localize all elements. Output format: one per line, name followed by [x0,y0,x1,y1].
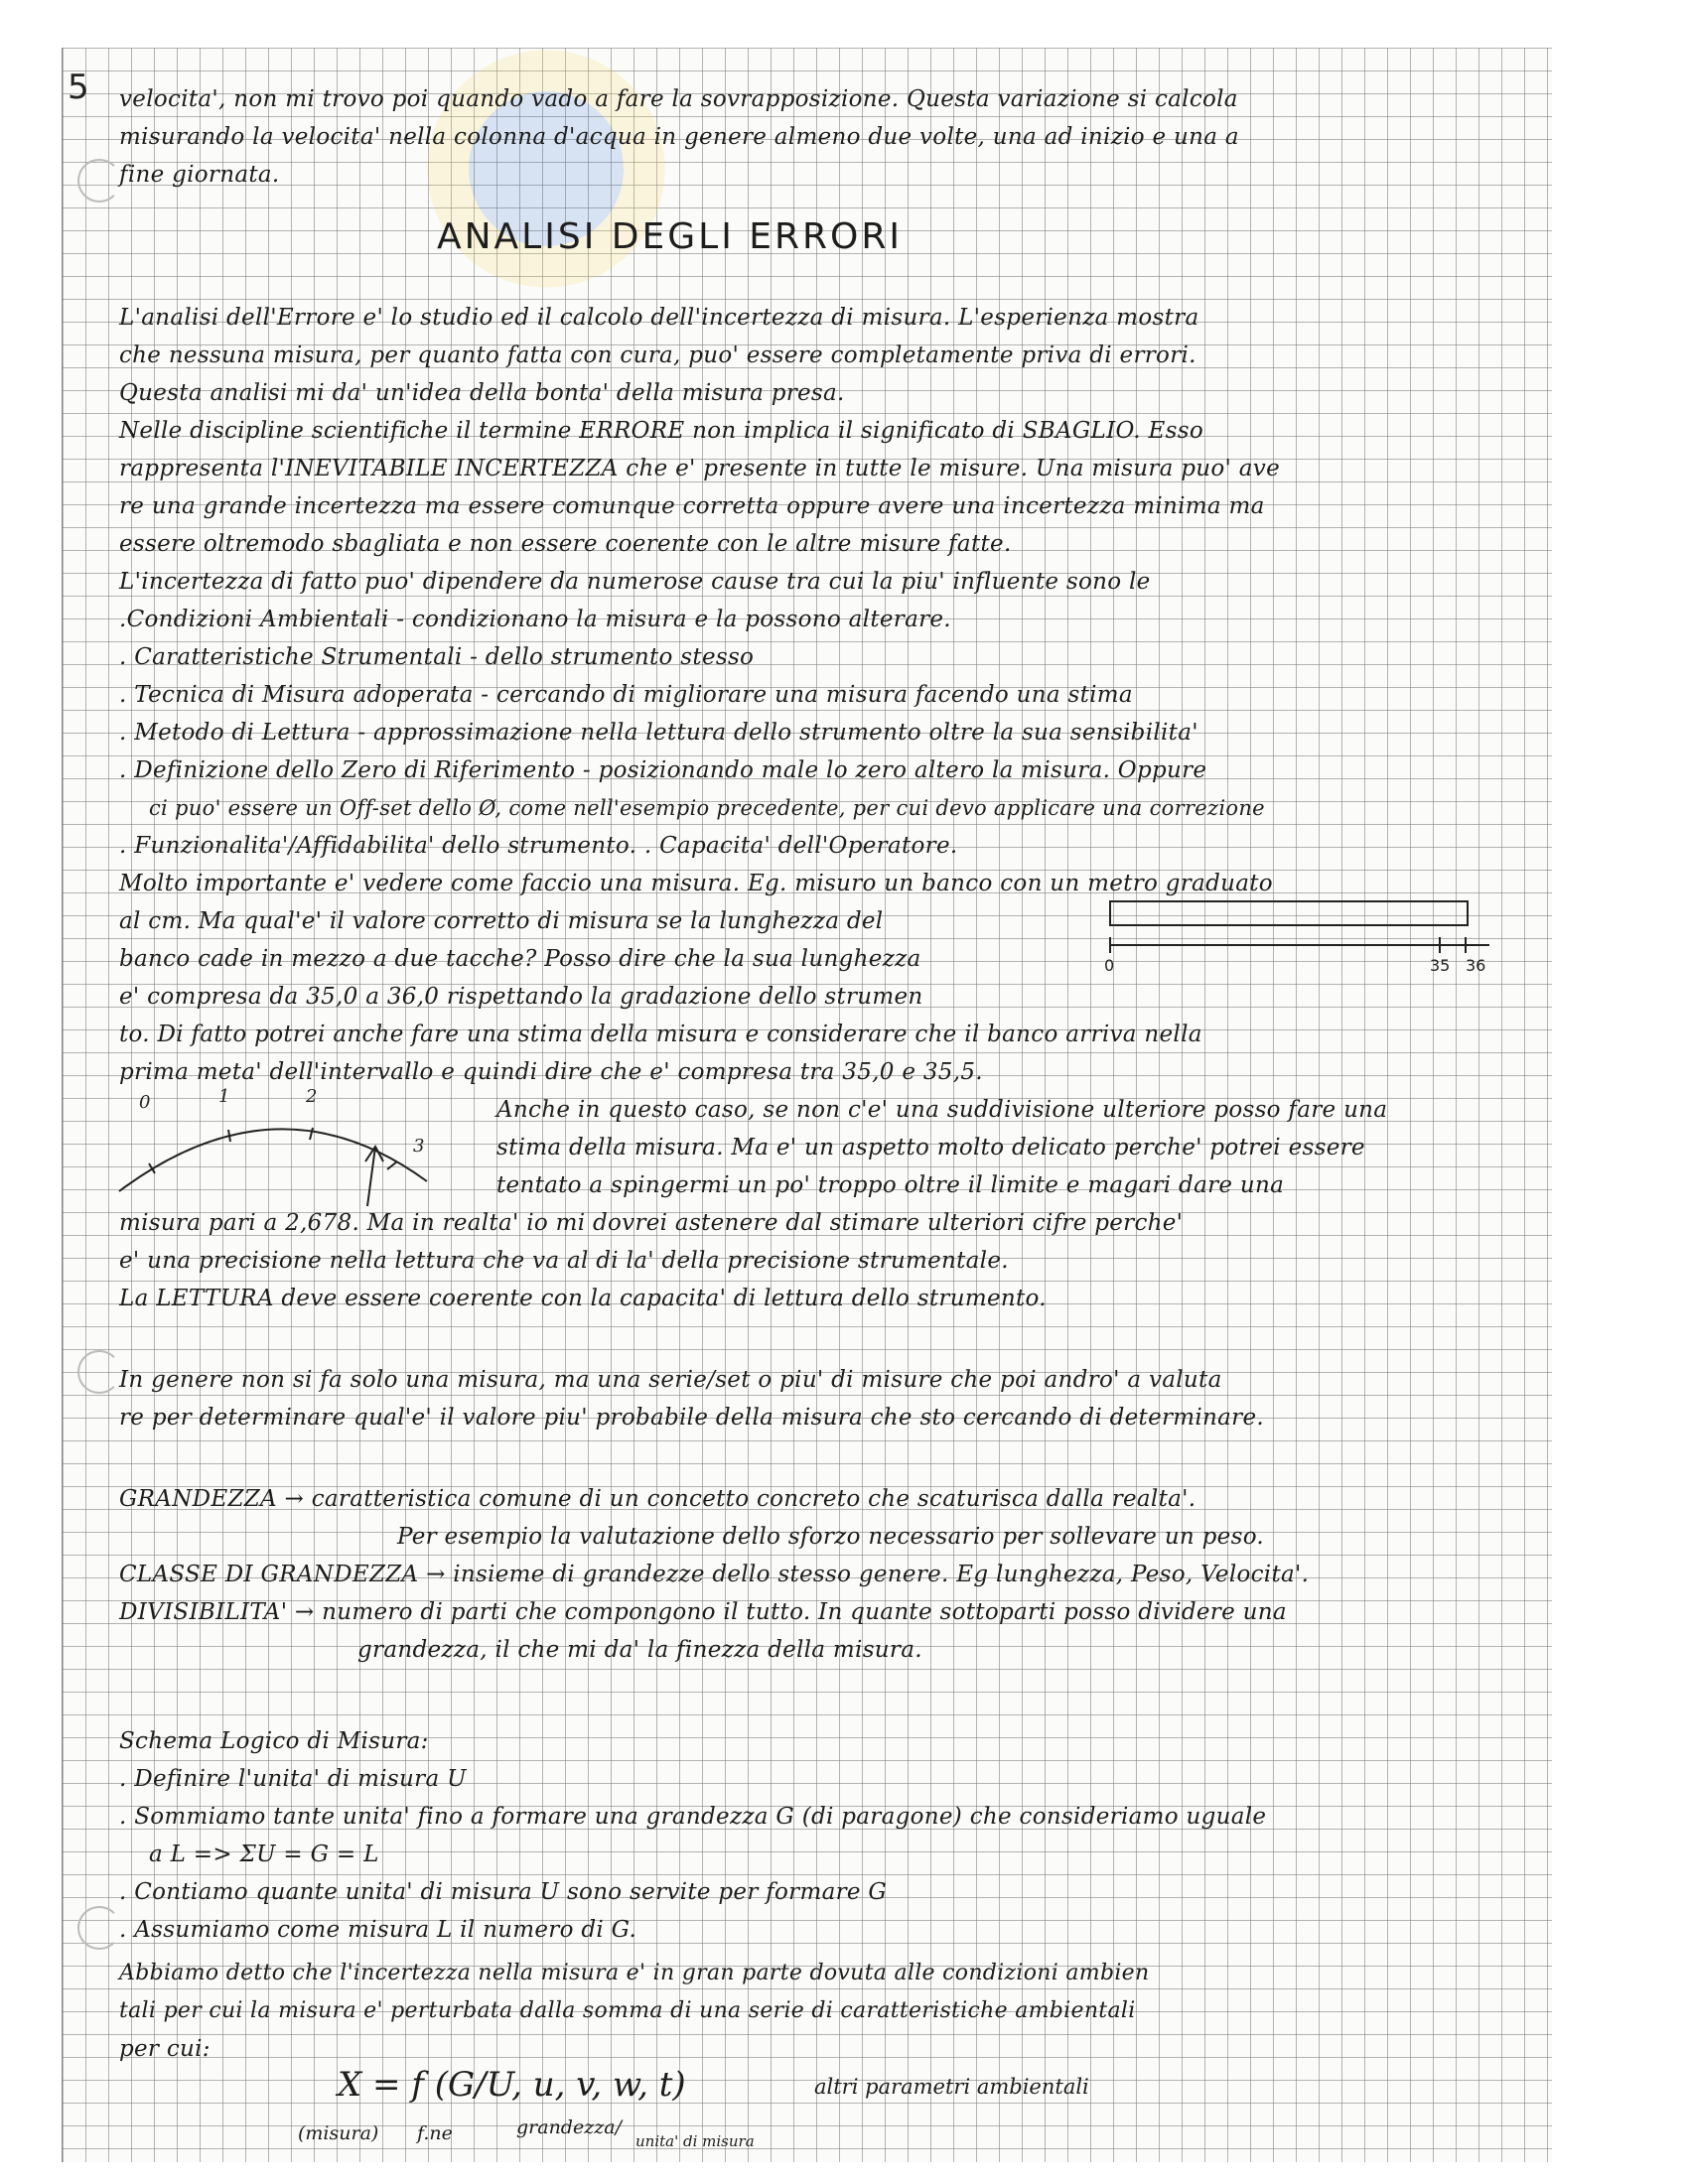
text-line: Abbiamo detto che l'incertezza nella misura e' in gran parte dovuta alle condizioni ambien [119,1961,1150,1985]
text-line: La LETTURA deve essere coerente con la capacita' di lettura dello strumento. [119,1286,1047,1311]
text-line: misurando la velocita' nella colonna d'acqua in genere almeno due volte, una ad inizio e una a [119,124,1239,150]
text-line: essere oltremodo sbagliata e non essere coerente con le altre misure fatte. [119,531,1012,557]
list-item: . Assumiamo come misura L il numero di G. [119,1917,637,1943]
text-line: DIVISIBILITA' → numero di parti che compongono il tutto. In quante sottoparti posso dividere una [119,1599,1287,1625]
list-item: . Contiamo quante unita' di misura U sono servite per formare G [119,1879,888,1905]
tick-label-36: 36 [1466,956,1486,973]
formula-annotation: altri parametri ambientali [814,2075,1089,2099]
section-title: ANALISI DEGLI ERRORI [437,216,903,257]
text-line: misura pari a 2,678. Ma in realta' io mi dovrei astenere dal stimare ulteriori cifre perche' [119,1210,1184,1236]
text-line: Anche in questo caso, se non c'e' una suddivisione ulteriore posso fare una [496,1097,1388,1123]
text-line: e' compresa da 35,0 a 36,0 rispettando la gradazione dello strumen [119,984,923,1010]
text-line: stima della misura. Ma e' un aspetto molto delicato perche' potrei essere [496,1135,1365,1160]
bench-rectangle [1110,901,1468,925]
list-item: . Metodo di Lettura - approssimazione nella lettura dello strumento oltre la sua sensibilita' [119,720,1198,746]
measurement-formula: X = f (G/U, u, v, w, t) [338,2065,686,2105]
text-line: velocita', non mi trovo poi quando vado a fare la sovrapposizione. Questa variazione si calcola [119,86,1238,112]
tick-label-35: 35 [1430,956,1451,973]
list-item: . Sommiamo tante unita' fino a formare una grandezza G (di paragone) che consideriamo uguale [119,1804,1267,1830]
tick-mark [310,1128,313,1140]
text-line: re per determinare qual'e' il valore piu' probabile della misura che sto cercando di determinare. [119,1405,1264,1431]
list-item: . Definizione dello Zero di Riferimento - posizionando male lo zero altero la misura. Oppure [119,757,1207,783]
list-item: . Caratteristiche Strumentali - dello strumento stesso [119,644,755,670]
formula-label-fne: f.ne [417,2122,453,2144]
text-line: Questa analisi mi da' un'idea della bonta' della misura presa. [119,380,845,406]
dial-label-2: 2 [306,1086,318,1107]
text-line: to. Di fatto potrei anche fare una stima della misura e considerare che il banco arriva nella [119,1022,1202,1047]
text-line: L'incertezza di fatto puo' dipendere da numerose cause tra cui la piu' influente sono le [119,569,1151,595]
text-line: fine giornata. [119,162,280,188]
ruler-diagram [1102,893,1519,973]
dial-label-3: 3 [413,1136,425,1157]
dial-label-1: 1 [218,1086,230,1107]
list-item: . Funzionalita'/Affidabilita' dello strumento. . Capacita' dell'Operatore. [119,833,958,859]
formula-label-misura: (misura) [298,2122,379,2144]
text-line: a L => ΣU = G = L [149,1842,379,1867]
list-item: . Definire l'unita' di misura U [119,1766,467,1792]
text-line: Nelle discipline scientifiche il termine ERRORE non implica il significato di SBAGLIO. Esso [119,418,1203,444]
text-line: ci puo' essere un Off-set dello Ø, come nell'esempio precedente, per cui devo applicare una correzione [149,796,1265,820]
tick-mark [387,1161,397,1169]
formula-label-unita: unita' di misura [635,2132,755,2150]
text-line: Molto importante e' vedere come faccio una misura. Eg. misuro un banco con un metro graduato [119,871,1273,896]
list-item: .Condizioni Ambientali - condizionano la misura e la possono alterare. [119,607,951,632]
text-line: re una grande incertezza ma essere comunque corretta oppure avere una incertezza minima ma [119,493,1265,519]
dial-arc [119,1129,427,1191]
dial-diagram [109,1082,467,1211]
text-line: L'analisi dell'Errore e' lo studio ed il calcolo dell'incertezza di misura. L'esperienza mostra [119,305,1199,331]
text-line: per cui: [119,2036,211,2062]
dial-label-0: 0 [139,1092,151,1113]
text-line: al cm. Ma qual'e' il valore corretto di misura se la lunghezza del [119,908,884,934]
text-line: banco cade in mezzo a due tacche? Posso dire che la sua lunghezza [119,946,921,972]
text-line: grandezza, il che mi da' la finezza della misura. [357,1637,922,1663]
text-line: CLASSE DI GRANDEZZA → insieme di grandezze dello stesso genere. Eg lunghezza, Peso, Velocita'. [119,1562,1310,1587]
formula-label-grandezza: grandezza/ [516,2116,622,2138]
text-line: rappresenta l'INEVITABILE INCERTEZZA che e' presente in tutte le misure. Una misura puo' ave [119,456,1280,481]
tick-mark [228,1130,230,1142]
text-line: tali per cui la misura e' perturbata dalla somma di una serie di caratteristiche ambientali [119,1998,1136,2023]
text-line: In genere non si fa solo una misura, ma una serie/set o piu' di misure che poi andro' a valuta [119,1367,1222,1393]
text-line: Per esempio la valutazione dello sforzo necessario per sollevare un peso. [397,1524,1265,1550]
text-line: Schema Logico di Misura: [119,1728,429,1754]
tick-label-zero: 0 [1104,956,1115,973]
text-line: e' una precisione nella lettura che va al di la' della precisione strumentale. [119,1248,1009,1274]
text-line: prima meta' dell'intervallo e quindi dire che e' compresa tra 35,0 e 35,5. [119,1059,983,1085]
list-item: . Tecnica di Misura adoperata - cercando di migliorare una misura facendo una stima [119,682,1133,708]
text-line: che nessuna misura, per quanto fatta con cura, puo' essere completamente priva di errori. [119,342,1196,368]
text-line: GRANDEZZA → caratteristica comune di un concetto concreto che scaturisca dalla realta'. [119,1486,1196,1512]
page-number: 5 [68,68,89,107]
text-line: tentato a spingermi un po' troppo oltre il limite e magari dare una [496,1172,1285,1198]
